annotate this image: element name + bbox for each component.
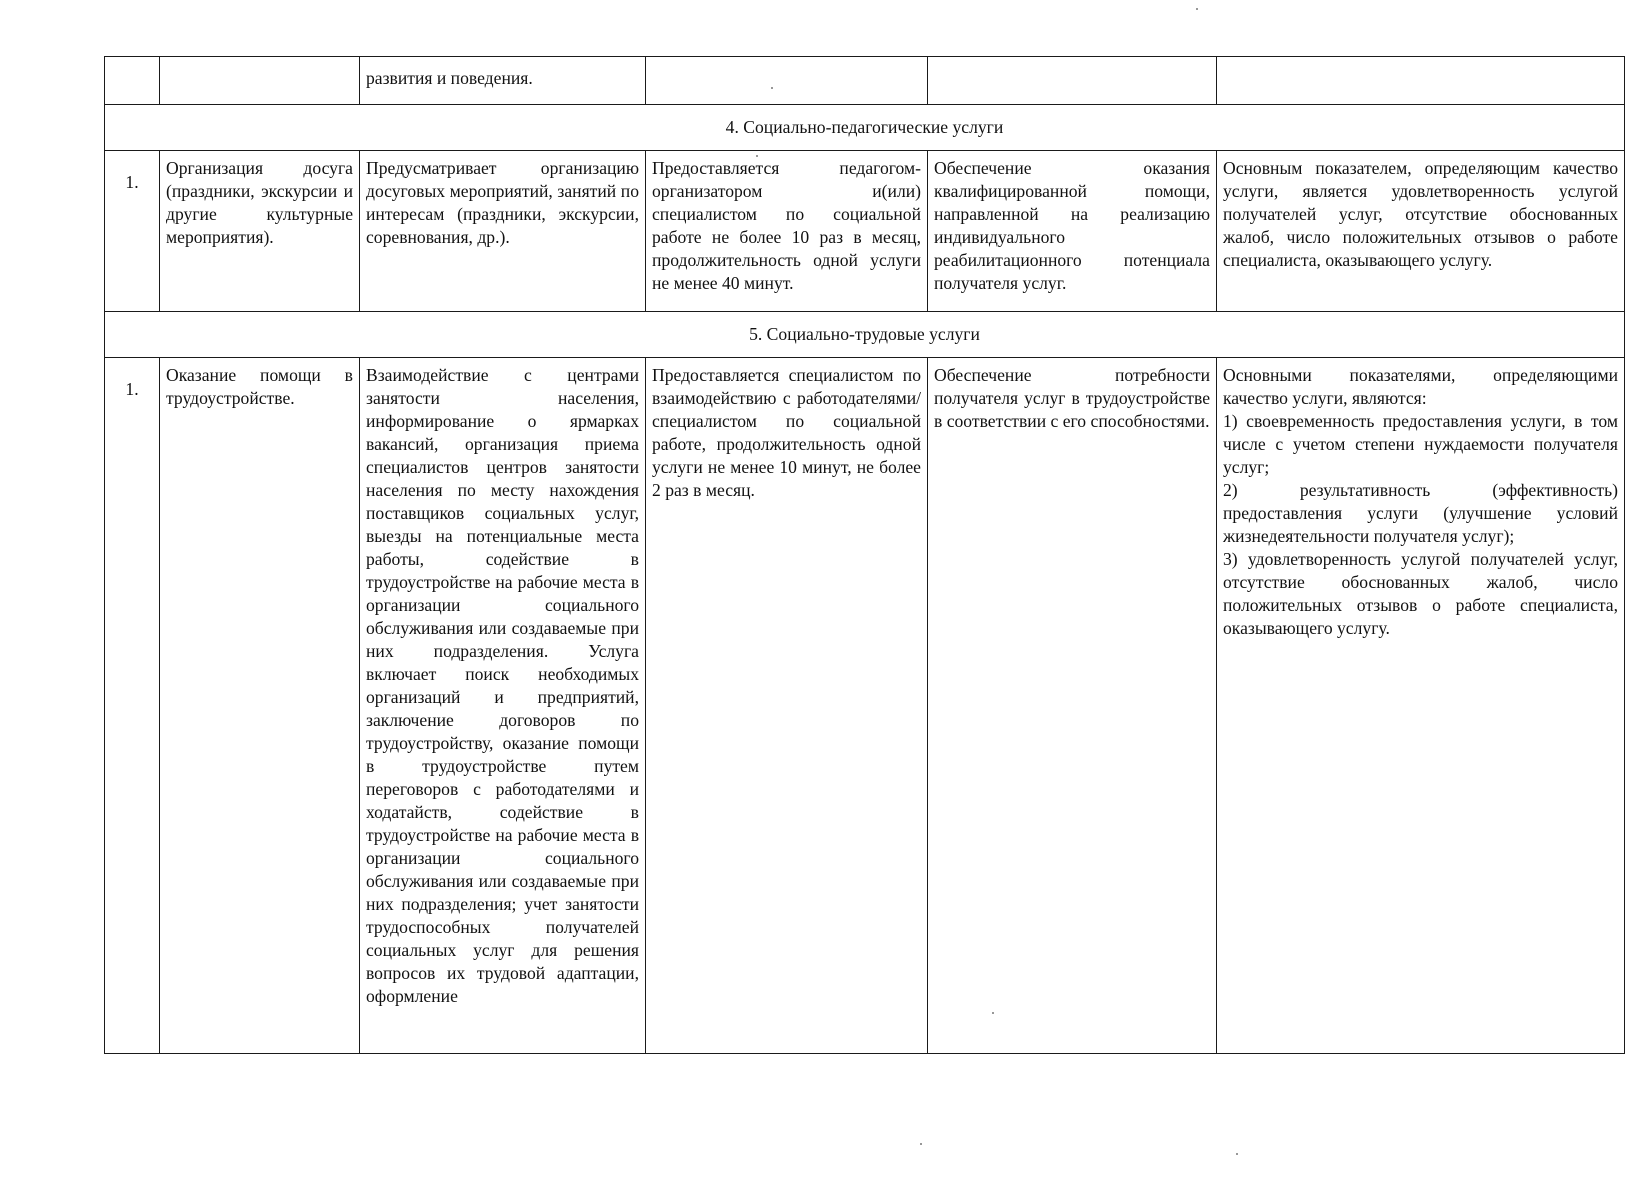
row-number: 1. — [105, 151, 160, 312]
section-header-row — [105, 312, 1625, 358]
scan-speck — [1196, 8, 1198, 10]
section-title: 4. Социально-педагогические услуги — [105, 105, 1625, 151]
quality-item: 1) своевременность предоставления услуги, в том числе с учетом степени нуждаемости получателя услуг; — [1223, 411, 1618, 477]
result-cell — [928, 57, 1217, 105]
provision-cell — [646, 57, 928, 105]
section-header-row — [105, 105, 1625, 151]
description-cell: развития и поведения. — [360, 57, 646, 105]
scan-speck — [1236, 1153, 1238, 1155]
result-cell: Обеспечение потребности получателя услуг в трудоустройстве в соответствии с его способностями. — [928, 358, 1217, 1054]
services-table — [104, 56, 1625, 1054]
service-row — [105, 358, 1625, 1054]
quality-cell — [1217, 358, 1625, 1054]
service-name-cell — [160, 57, 360, 105]
provision-cell: Предоставляется педагогом-организатором и(или) специалистом по социальной работе не более 10 раз в месяц, продолжительность одной услуги не менее 40 минут. — [646, 151, 928, 312]
scan-speck — [771, 87, 773, 89]
quality-item: Основным показателем, определяющим качество услуги, является удовлетворенность услугой получателей услуг, отсутствие обоснованных жалоб, число положительных отзывов о работе специалиста, оказывающего услугу. — [1223, 158, 1618, 270]
result-cell: Обеспечение оказания квалифицированной помощи, направленной на реализацию индивидуального реабилитационного потенциала получателя услуг. — [928, 151, 1217, 312]
quality-item: 2) результативность (эффективность) предоставления услуги (улучшение условий жизнедеятельности получателя услуг); — [1223, 480, 1618, 546]
continuation-row — [105, 57, 1625, 105]
quality-cell — [1217, 57, 1625, 105]
provision-cell: Предоставляется специалистом по взаимодействию с работодателями/ специалистом по социальной работе, продолжительность одной услуги не менее 10 минут, не более 2 раз в месяц. — [646, 358, 928, 1054]
scan-speck — [920, 1143, 922, 1145]
service-name-cell: Организация досуга (праздники, экскурсии и другие культурные мероприятия). — [160, 151, 360, 312]
description-cell: Взаимодействие с центрами занятости населения, информирование о ярмарках вакансий, организация приема специалистов центров занятости населения по месту нахождения поставщиков социальных услуг, выезды на потенциальные места работы, содействие в трудоустройстве на рабочие места в организации социального обслуживания или создаваемые при них подразделения. Услуга включает поиск необходимых организаций и предприятий, заключение договоров по трудоустройству, оказание помощи в трудоустройстве путем переговоров с работодателями и ходатайств, содействие в трудоустройстве на рабочие места в организации социального обслуживания или создаваемые при них подразделения; учет занятости трудоспособных получателей социальных услуг для решения вопросов их трудовой адаптации, оформление — [360, 358, 646, 1054]
row-number: 1. — [105, 358, 160, 1054]
section-title: 5. Социально-трудовые услуги — [105, 312, 1625, 358]
description-cell: Предусматривает организацию досуговых мероприятий, занятий по интересам (праздники, экскурсии, соревнования, др.). — [360, 151, 646, 312]
number-cell — [105, 57, 160, 105]
scan-speck — [756, 155, 758, 157]
service-name-cell: Оказание помощи в трудоустройстве. — [160, 358, 360, 1054]
scan-speck — [992, 1012, 994, 1014]
quality-cell — [1217, 151, 1625, 312]
quality-item: 3) удовлетворенность услугой получателей услуг, отсутствие обоснованных жалоб, число положительных отзывов о работе специалиста, оказывающего услугу. — [1223, 549, 1618, 638]
quality-item: Основными показателями, определяющими качество услуги, являются: — [1223, 365, 1618, 408]
service-row — [105, 151, 1625, 312]
